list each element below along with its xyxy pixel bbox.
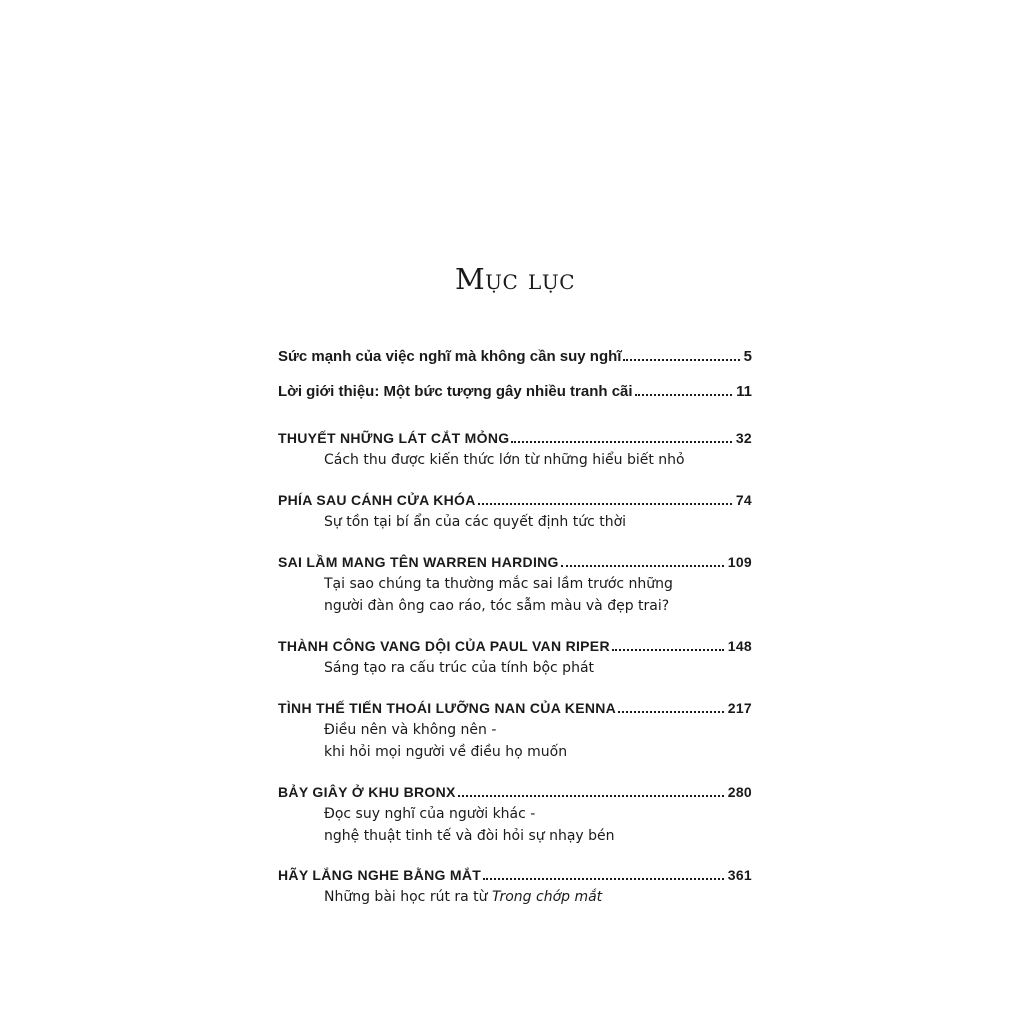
toc-chapter-2: [278, 489, 752, 533]
toc-chapter-page: 217: [727, 700, 752, 716]
toc-chapter-3: [278, 551, 752, 617]
dot-leader: [511, 429, 731, 443]
toc-entry-page: 5: [743, 348, 752, 365]
toc-chapter-title: TÌNH THẾ TIẾN THOÁI LƯỠNG NAN CỦA KENNA: [278, 700, 617, 716]
toc-entry-front-1: [278, 346, 752, 368]
toc-chapter-subtitle-line-2: khi hỏi mọi người về điều họ muốn: [324, 744, 568, 760]
dot-leader: [623, 347, 739, 361]
toc-title: Mục lục: [454, 262, 575, 296]
toc-chapter-title: THUYẾT NHỮNG LÁT CẮT MỎNG: [278, 430, 510, 446]
toc-chapter-6: [278, 781, 752, 847]
toc-chapter-subtitle: Sáng tạo ra cấu trúc của tính bộc phát: [324, 660, 595, 676]
dot-leader: [561, 553, 724, 567]
toc-chapter-title: PHÍA SAU CÁNH CỬA KHÓA: [278, 492, 476, 508]
toc-chapter-title: SAI LẦM MANG TÊN WARREN HARDING: [278, 554, 559, 570]
toc-chapter-subtitle-line-2: người đàn ông cao ráo, tóc sẫm màu và đẹp trai?: [324, 598, 670, 614]
dot-leader: [635, 382, 733, 396]
toc-chapter-7: [278, 864, 752, 908]
subtitle-text: Những bài học rút ra từ: [324, 889, 492, 905]
toc-entry-page: 11: [736, 383, 752, 400]
toc-chapter-page: 280: [727, 784, 752, 800]
toc-chapter-page: 148: [727, 638, 752, 654]
toc-chapter-subtitle-line-1: Đọc suy nghĩ của người khác -: [324, 806, 536, 822]
dot-leader: [478, 491, 732, 505]
dot-leader: [612, 637, 724, 651]
toc-chapter-subtitle-line-1: Tại sao chúng ta thường mắc sai lầm trước những: [324, 576, 673, 592]
toc-chapter-subtitle: Sự tồn tại bí ẩn của các quyết định tức thời: [324, 514, 627, 530]
book-title-italic: Trong chớp mắt: [492, 889, 603, 905]
dot-leader: [458, 783, 724, 797]
toc-chapter-page: 74: [735, 492, 752, 508]
toc-entry-label: Lời giới thiệu: Một bức tượng gây nhiều tranh cãi: [278, 383, 633, 400]
toc-chapter-page: 109: [727, 554, 752, 570]
toc-chapter-4: [278, 635, 752, 679]
toc-chapter-subtitle: Cách thu được kiến thức lớn từ những hiểu biết nhỏ: [324, 452, 685, 468]
toc-entry-front-2: [278, 381, 752, 403]
toc-chapter-subtitle-line-1: Điều nên và không nên -: [324, 722, 497, 738]
toc-chapter-subtitle: [324, 886, 752, 908]
toc-chapter-5: [278, 697, 752, 763]
toc-chapter-title: BẢY GIÂY Ở KHU BRONX: [278, 784, 456, 800]
toc-entry-label: Sức mạnh của việc nghĩ mà không cần suy nghĩ: [278, 348, 622, 365]
toc-chapter-page: 361: [727, 867, 752, 883]
toc-chapter-title: HÃY LẮNG NGHE BẰNG MẮT: [278, 867, 482, 883]
dot-leader: [483, 866, 724, 880]
toc-chapter-page: 32: [735, 430, 752, 446]
toc-chapter-1: [278, 427, 752, 471]
toc-chapter-title: THÀNH CÔNG VANG DỘI CỦA PAUL VAN RIPER: [278, 638, 610, 654]
toc-chapter-subtitle-line-2: nghệ thuật tinh tế và đòi hỏi sự nhạy bén: [324, 828, 615, 844]
dot-leader: [618, 699, 724, 713]
